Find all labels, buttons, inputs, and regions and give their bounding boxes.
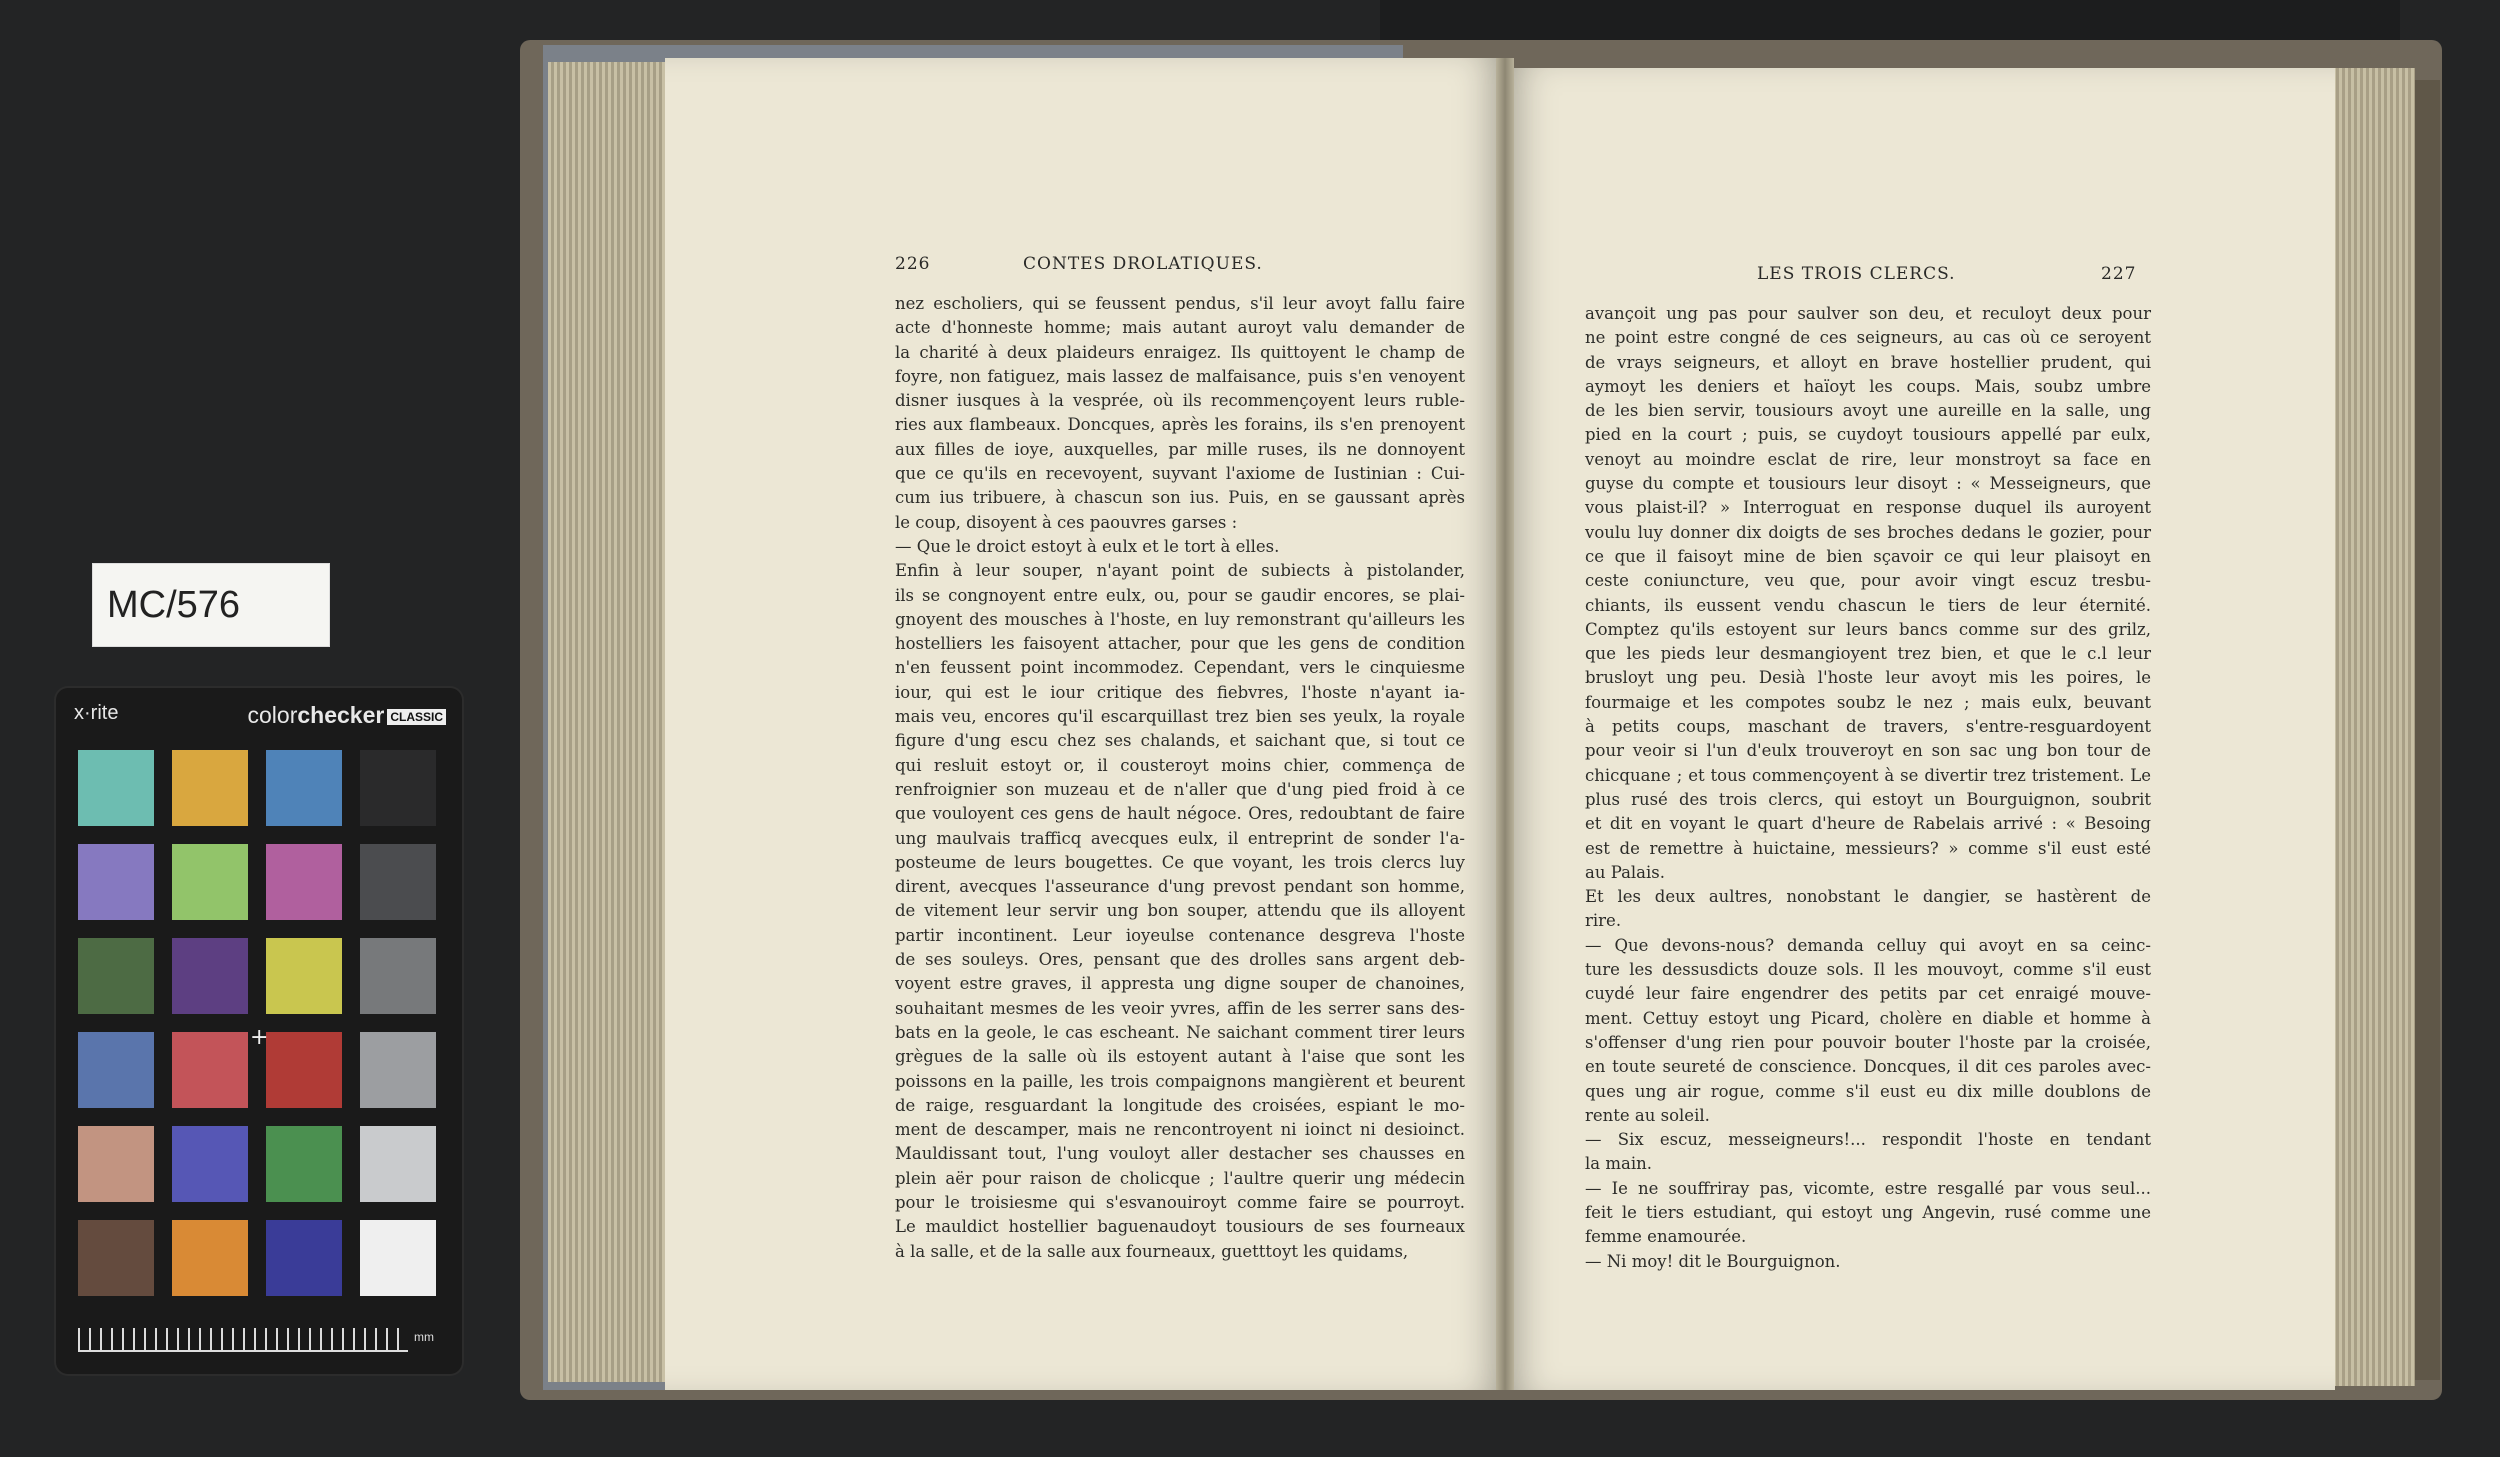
- text-line: partir incontinent. Leur ioyeulse contenance desgreva l'hoste: [895, 925, 1465, 945]
- text-line: n'en feussent point incommodez. Cependant, vers le cinquiesme: [895, 658, 1465, 678]
- text-line: disner iusques à la vesprée, où ils recommençoyent leurs ruble-: [895, 391, 1465, 411]
- catalog-label: MC/576: [92, 563, 330, 647]
- text-line: — Ie ne souffriray pas, vicomte, estre resgallé par vous seul...: [1585, 1178, 2151, 1198]
- color-patch: [360, 844, 436, 920]
- text-line: que vouloyent ces gens de hault négoce. Ores, redoubtant de faire: [895, 804, 1465, 824]
- color-patch: [78, 1220, 154, 1296]
- text-line: hostelliers les faisoyent attacher, pour que les gens de condition: [895, 634, 1465, 654]
- text-line: de vitement leur servir ung bon souper, attendu que ils alloyent: [895, 901, 1465, 921]
- text-line: pour le troisiesme qui s'esvanouiroyt comme faire se pourroyt.: [895, 1192, 1465, 1212]
- text-line: s'offenser d'ung rien pour pouvoir bouter l'hoste par la croisée,: [1585, 1032, 2151, 1052]
- text-line: renfroignier son muzeau et de n'aller que d'ung pied froid à ce: [895, 779, 1465, 799]
- text-line: en toute seureté de conscience. Doncques, il dit ces paroles avec-: [1585, 1057, 2151, 1077]
- text-line: voulu luy donner dix doigts de ses broches dedans le gozier, pour: [1585, 522, 2151, 542]
- left-page-text: [895, 292, 1465, 1264]
- text-line: ne point estre congné de ces seigneurs, au cas où ce seroyent: [1585, 328, 2151, 348]
- color-patch: [172, 750, 248, 826]
- right-running-head: LES TROIS CLERCS.: [1757, 264, 1956, 284]
- color-patch: [172, 1032, 248, 1108]
- text-line: — Que le droict estoyt à eulx et le tort à elles.: [895, 536, 1280, 556]
- product-name-part1: color: [247, 702, 298, 728]
- text-line: à la salle, et de la salle aux fourneaux, guetttoyt les quidams,: [895, 1241, 1409, 1261]
- text-line: chiants, ils eussent vendu chascun le tiers de leur éternité.: [1585, 595, 2151, 615]
- text-line: ques ung air rogue, comme s'il eust eu dix mille doublons de: [1585, 1081, 2151, 1101]
- text-line: plein aër pour raison de cholicque ; l'aultre querir ung médecin: [895, 1168, 1465, 1188]
- text-line: de les bien servir, tousiours avoyt une aureille en la salle, ung: [1585, 401, 2151, 421]
- text-line: ture les dessusdicts douze sols. Il les mouvoyt, comme s'il eust: [1585, 960, 2151, 980]
- text-line: est de remettre à huictaine, messieurs? » comme s'il eust esté: [1585, 838, 2151, 858]
- text-line: gnoyent des mousches à l'hoste, en luy remonstrant qu'ailleurs les: [895, 609, 1465, 629]
- text-line: ceste coniuncture, veu que, pour avoir vingt escuz tresbu-: [1585, 571, 2151, 591]
- text-line: ment de descamper, mais ne rencontroyent ni ioinct ni desioinct.: [895, 1120, 1465, 1140]
- text-line: poissons en la paille, les trois compaignons mangièrent et beurent: [895, 1071, 1465, 1091]
- text-line: femme enamourée.: [1585, 1227, 1747, 1247]
- color-patch: [172, 1220, 248, 1296]
- color-patch: [266, 750, 342, 826]
- text-line: nez escholiers, qui se feussent pendus, s'il leur avoyt fallu faire: [895, 294, 1465, 313]
- right-page-text: [1585, 302, 2151, 1274]
- text-line: Le mauldict hostellier baguenaudoyt tousiours de ses fourneaux: [895, 1217, 1465, 1237]
- ruler-unit: mm: [414, 1330, 434, 1344]
- color-patch: [172, 844, 248, 920]
- color-patch: [360, 1220, 436, 1296]
- text-line: bats en la geole, le cas escheant. Ne saichant comment tirer leurs: [895, 1022, 1465, 1042]
- text-line: brusloyt ung peu. Desià l'hoste leur avoyt mis les poires, le: [1585, 668, 2151, 688]
- color-patch: [266, 1126, 342, 1202]
- text-line: de vrays seigneurs, et alloyt en brave hostellier prudent, qui: [1585, 352, 2151, 372]
- color-patch: [78, 1032, 154, 1108]
- text-line: que ce qu'ils en recevoyent, suyvant l'axiome de Iustinian : Cui-: [895, 464, 1465, 484]
- text-line: pied en la court ; puis, se cuydoyt tousiours appellé par eulx,: [1585, 425, 2151, 445]
- mm-ruler: [78, 1328, 408, 1352]
- text-line: dirent, avecques l'asseurance d'ung prevost pendant son homme,: [895, 877, 1465, 897]
- color-patch: [172, 938, 248, 1014]
- product-name-part2: checker: [297, 702, 385, 728]
- classic-badge: CLASSIC: [387, 709, 446, 725]
- text-line: cum ius tribuere, à chascun son ius. Puis, en se gaussant après: [895, 488, 1465, 508]
- color-patch: [360, 938, 436, 1014]
- colorchecker-title: [248, 702, 447, 729]
- text-line: avançoit ung pas pour saulver son deu, et reculoyt deux pour: [1585, 304, 2151, 323]
- text-line: ce que il faisoyt mine de bien sçavoir ce qui leur plaisoyt en: [1585, 546, 2151, 566]
- crosshair-icon: +: [250, 1025, 269, 1050]
- color-patch: [78, 750, 154, 826]
- color-patch: [78, 938, 154, 1014]
- color-patch: [360, 750, 436, 826]
- color-patch: [266, 1220, 342, 1296]
- text-line: souhaitant mesmes de les veoir yvres, affin de les serrer sans des-: [895, 998, 1465, 1018]
- text-line: ils se congnoyent entre eulx, ou, pour se gaudir encores, se plai-: [895, 585, 1465, 605]
- text-line: — Ni moy! dit le Bourguignon.: [1585, 1251, 1841, 1271]
- text-line: — Que devons-nous? demanda celluy qui avoyt en sa ceinc-: [1585, 935, 2151, 955]
- xrite-logo: x·rite: [74, 702, 119, 724]
- right-page-number: 227: [2101, 264, 2137, 284]
- text-line: le coup, disoyent à ces paouvres garses :: [895, 512, 1238, 532]
- left-page: [665, 58, 1505, 1390]
- page-edges-left: [548, 62, 668, 1382]
- text-line: ung maulvais trafficq avecques eulx, il entreprint de sonder l'a-: [895, 828, 1465, 848]
- color-patch: [172, 1126, 248, 1202]
- right-page: [1505, 68, 2335, 1390]
- text-line: voyent estre graves, il appresta ung digne souper de chanoines,: [895, 974, 1465, 994]
- color-patch: [266, 1032, 342, 1108]
- text-line: fourmaige et les compotes soubz le nez ; mais eulx, beuvant: [1585, 692, 2151, 712]
- text-line: cuydé leur faire engendrer des petits par cet enraigé mouve-: [1585, 984, 2151, 1004]
- text-line: Comptez qu'ils estoyent sur leurs bancs comme sur des grilz,: [1585, 619, 2151, 639]
- color-patch: [360, 1032, 436, 1108]
- text-line: figure d'ung escu chez ses chalands, et saichant que, si tout ce: [895, 731, 1465, 751]
- left-page-number: 226: [895, 254, 931, 274]
- text-line: feit le tiers estudiant, qui estoyt ung Angevin, rusé comme une: [1585, 1202, 2151, 1222]
- book-gutter: [1496, 58, 1514, 1390]
- text-line: mais veu, encores qu'il escarquillast trez bien ses yeulx, la royale: [895, 707, 1465, 727]
- text-line: et dit en voyant le quart d'heure de Rabelais arrivé : « Besoing: [1585, 814, 2151, 834]
- color-patch: [266, 844, 342, 920]
- color-patch: [360, 1126, 436, 1202]
- text-line: de ses souleys. Ores, pensant que des drolles sans argent deb-: [895, 950, 1465, 970]
- color-patch: [266, 938, 342, 1014]
- text-line: au Palais.: [1585, 862, 1666, 882]
- text-line: de raige, resguardant la longitude des croisées, espiant le mo-: [895, 1095, 1465, 1115]
- text-line: grègues de la salle où ils estoyent autant à l'aise que sont les: [895, 1047, 1465, 1067]
- text-line: Enfin à leur souper, n'ayant point de subiects à pistolander,: [895, 561, 1465, 581]
- text-line: posteume de leurs bougettes. Ce que voyant, les trois clercs luy: [895, 852, 1465, 872]
- text-line: iour, qui est le iour critique des fiebvres, l'hoste n'ayant ia-: [895, 682, 1465, 702]
- color-patch: [78, 844, 154, 920]
- color-patch-grid: [78, 750, 436, 1296]
- text-line: aymoyt les deniers et haïoyt les coups. Mais, soubz umbre: [1585, 376, 2151, 396]
- text-line: la main.: [1585, 1154, 1652, 1174]
- text-line: plus rusé des trois clercs, qui estoyt un Bourguignon, soubrit: [1585, 789, 2151, 809]
- text-line: rente au soleil.: [1585, 1105, 1710, 1125]
- text-line: ment. Cettuy estoyt ung Picard, cholère en diable et homme à: [1585, 1008, 2151, 1028]
- text-line: pour veoir si l'un d'eulx trouveroyt en son sac ung bon tour de: [1585, 741, 2151, 761]
- text-line: Et les deux aultres, nonobstant le dangier, se hastèrent de: [1585, 887, 2151, 907]
- text-line: foyre, non fatiguez, mais lassez de malfaisance, puis s'en venoyent: [895, 366, 1465, 386]
- text-line: chicquane ; et tous commençoyent à se divertir trez tristement. Le: [1585, 765, 2151, 785]
- text-line: venoyt au moindre esclat de rire, leur monstroyt sa face en: [1585, 449, 2151, 469]
- text-line: vous plaist-il? » Interroguat en response duquel ils auroyent: [1585, 498, 2151, 518]
- text-line: que les pieds leur desmangioyent trez bien, et que le c.l leur: [1585, 644, 2151, 664]
- text-line: — Six escuz, messeigneurs!... respondit l'hoste en tendant: [1585, 1130, 2151, 1150]
- text-line: acte d'honneste homme; mais autant auroyt valu demander de: [895, 318, 1465, 338]
- text-line: Mauldissant tout, l'ung vouloyt aller destacher ses chausses en: [895, 1144, 1465, 1164]
- left-running-head: CONTES DROLATIQUES.: [1023, 254, 1263, 274]
- text-line: guyse du compte et tousiours leur disoyt : « Messeigneurs, que: [1585, 474, 2151, 494]
- text-line: à petits coups, maschant de travers, s'entre-resguardoyent: [1585, 717, 2151, 737]
- text-line: la charité à deux plaideurs enraigez. Ils quittoyent le champ de: [895, 342, 1465, 362]
- text-line: qui resluit estoyt or, il cousteroyt moins chier, commença de: [895, 755, 1465, 775]
- text-line: aux filles de ioye, auxquelles, par mille ruses, ils ne donnoyent: [895, 439, 1465, 459]
- color-patch: [78, 1126, 154, 1202]
- text-line: rire.: [1585, 911, 1622, 931]
- text-line: ries aux flambeaux. Doncques, après les forains, ils s'en prenoyent: [895, 415, 1465, 435]
